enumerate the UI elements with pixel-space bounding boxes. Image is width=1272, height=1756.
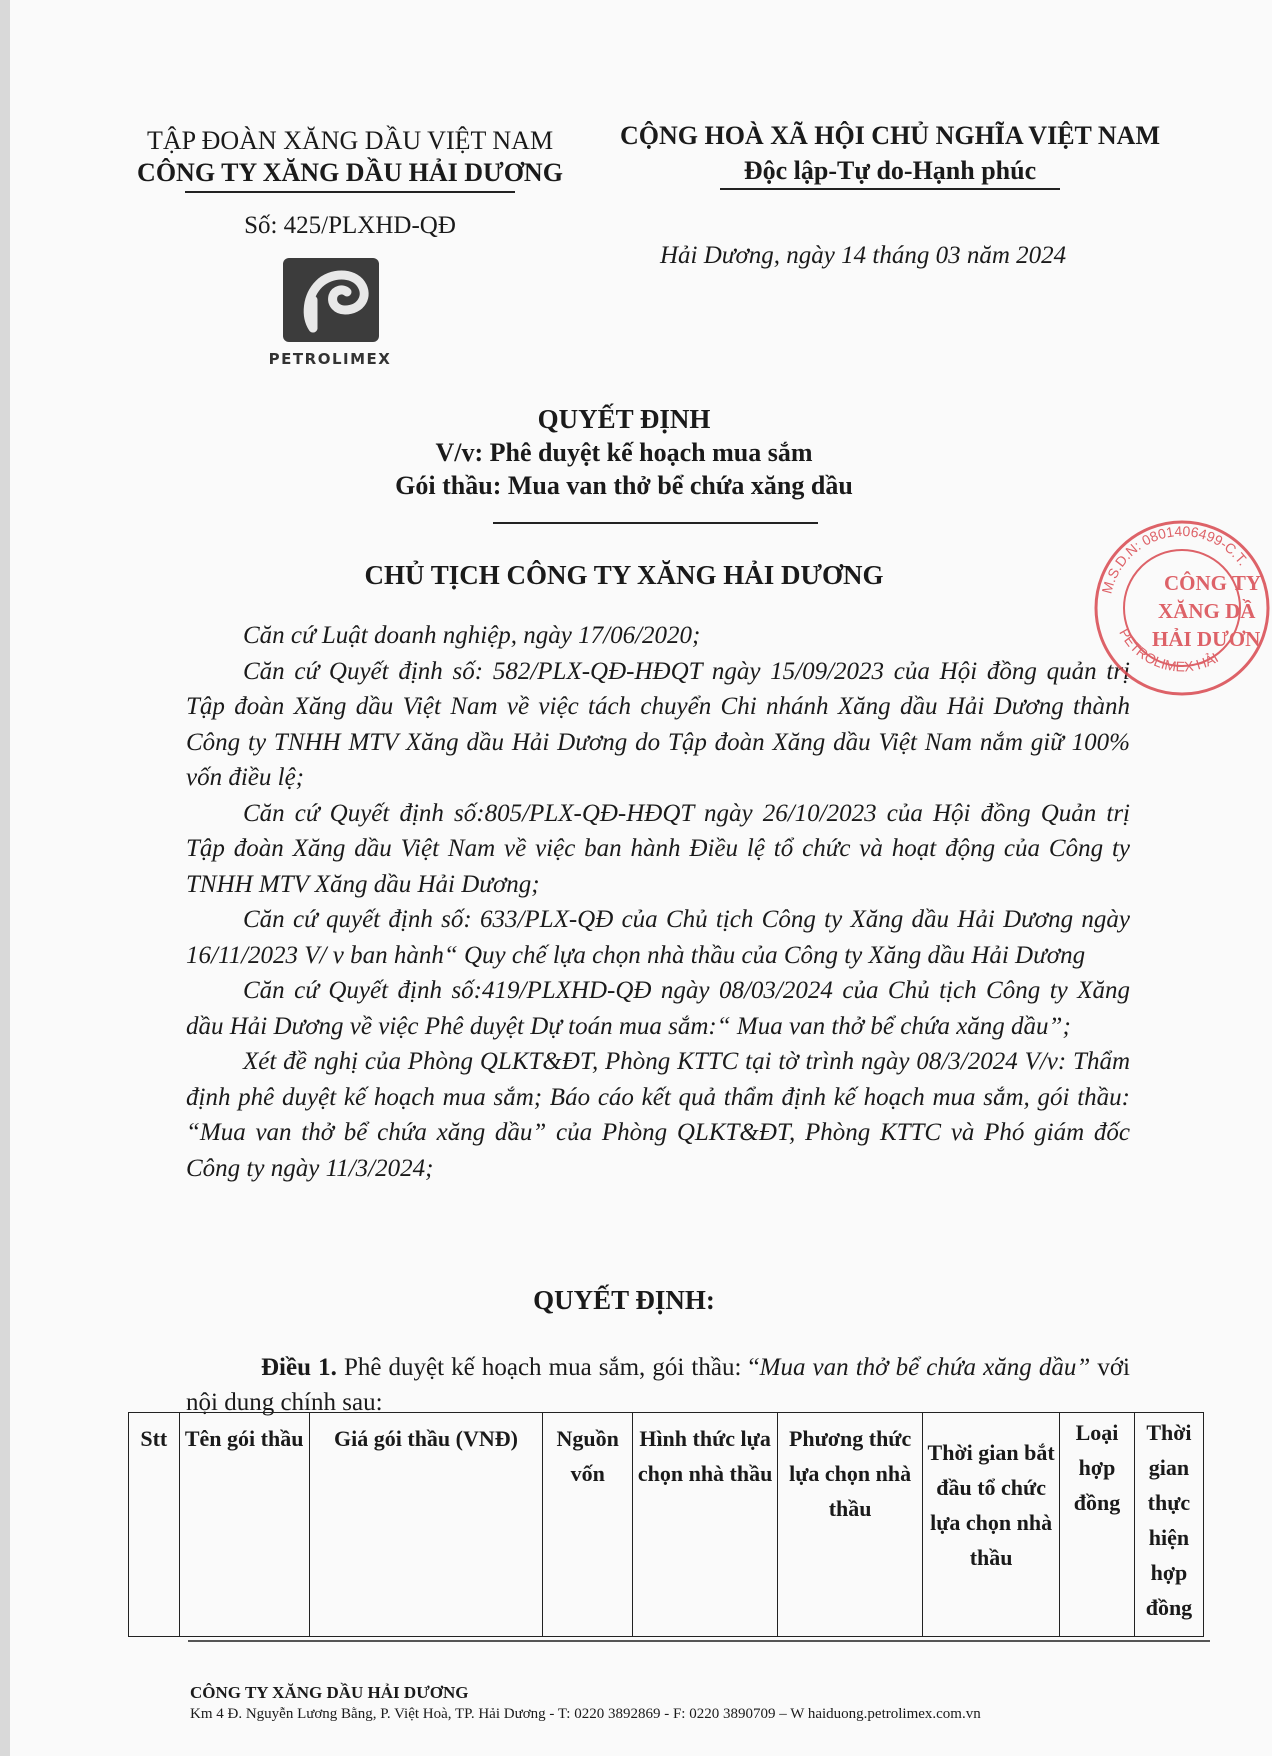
procurement-plan-table — [128, 1412, 1204, 1637]
article-1 — [186, 1350, 1130, 1420]
company-seal-stamp — [1092, 518, 1272, 698]
basis-paragraph: Xét đề nghị của Phòng QLKT&ĐT, Phòng KTTC tại tờ trình ngày 08/3/2024 V/v: Thẩm định phê duyệt kế hoạch mua sắm; Báo cáo kết quả thẩm định kế hoạch mua sắm, gói thầu: “Mua van thở bể chứa xăng dầu” của Phòng QLKT&ĐT, Phòng KTTC và Phó giám đốc Công ty ngày 11/3/2024; — [186, 1048, 1130, 1182]
decision-heading: QUYẾT ĐỊNH: — [533, 1285, 715, 1315]
column-header: Hình thức lựa chọn nhà thầu — [633, 1413, 778, 1637]
column-header: Stt — [129, 1413, 180, 1637]
basis-paragraph: Căn cứ Luật doanh nghiệp, ngày 17/06/2020; — [243, 622, 701, 649]
national-motto: Độc lập-Tự do-Hạnh phúc — [743, 156, 1037, 185]
article-package-name: Mua van thở bể chứa xăng dầu” — [759, 1354, 1091, 1381]
petrolimex-logo — [283, 258, 379, 342]
column-header: Thời gian thực hiện hợp đồng — [1134, 1413, 1203, 1637]
republic-name: CỘNG HOÀ XÃ HỘI CHỦ NGHĨA VIỆT NAM — [619, 121, 1161, 150]
petrolimex-mark-icon — [283, 258, 379, 342]
group-name: TẬP ĐOÀN XĂNG DẦU VIỆT NAM — [146, 126, 554, 155]
title-main: QUYẾT ĐỊNH — [537, 404, 711, 434]
footer-company: CÔNG TY XĂNG DẦU HẢI DƯƠNG — [190, 1683, 469, 1702]
national-header — [600, 118, 1180, 190]
title-subject: V/v: Phê duyệt kế hoạch mua sắm — [435, 438, 813, 467]
basis-paragraph: Căn cứ Quyết định số: 582/PLX-QĐ-HĐQT ngày 15/09/2023 của Hội đồng quản trị Tập đoàn Xăng dầu Việt Nam về việc tách chuyển Chi nhánh Xăng dầu Hải Dương thành Công ty TNHH MTV Xăng dầu Hải Dương do Tập đoàn Xăng dầu Việt Nam nắm giữ 100% vốn điều lệ; — [186, 657, 1130, 791]
company-underline — [185, 191, 515, 193]
column-header: Tên gói thầu — [179, 1413, 309, 1637]
column-header: Thời gian bắt đầu tổ chức lựa chọn nhà thầu — [923, 1413, 1060, 1637]
column-header: Loại hợp đồng — [1060, 1413, 1135, 1637]
article-1-text — [186, 1350, 1130, 1420]
footer-divider — [188, 1640, 1210, 1642]
table-header-row — [129, 1413, 1204, 1637]
document-number: Số: 425/PLXHD-QĐ — [244, 212, 456, 239]
article-label: Điều 1. — [261, 1354, 337, 1381]
seal-center-line: CÔNG TY — [1164, 571, 1262, 595]
basis-paragraph: Căn cứ Quyết định số:805/PLX-QĐ-HĐQT ngày 26/10/2023 của Hội đồng Quản trị Tập đoàn Xăng dầu Việt Nam về việc ban hành Điều lệ tổ chức và hoạt động của Công ty TNHH MTV Xăng dầu Hải Dương; — [186, 799, 1130, 898]
seal-ring-bottom: PETROLIMEX HẢI — [1116, 625, 1221, 675]
motto-underline — [720, 188, 1060, 190]
title-underline — [493, 522, 818, 524]
legal-bases — [186, 618, 1130, 1186]
decision-title — [0, 402, 1248, 502]
article-text-b: với nội dung chính sau: — [186, 1354, 1130, 1416]
column-header: Phương thức lựa chọn nhà thầu — [778, 1413, 923, 1637]
issue-date: Hải Dương, ngày 14 tháng 03 năm 2024 — [660, 242, 1067, 269]
page-edge — [0, 0, 10, 1756]
article-text-a: Phê duyệt kế hoạch mua sắm, gói thầu: “ — [336, 1354, 760, 1381]
basis-paragraph: Căn cứ quyết định số: 633/PLX-QĐ của Chủ tịch Công ty Xăng dầu Hải Dương ngày 16/11/2023 V/ v ban hành“ Quy chế lựa chọn nhà thầu của Công ty Xăng dầu Hải Dương — [186, 906, 1130, 969]
column-header: Giá gói thầu (VNĐ) — [309, 1413, 543, 1637]
footer-contact: Km 4 Đ. Nguyễn Lương Bằng, P. Việt Hoà, TP. Hải Dương - T: 0220 3892869 - F: 0220 3890709 – W haiduong.petrolimex.com.vn — [190, 1706, 981, 1722]
title-package: Gói thầu: Mua van thở bể chứa xăng dầu — [395, 471, 853, 500]
basis-paragraph: Căn cứ Quyết định số:419/PLXHD-QĐ ngày 08/03/2024 của Chủ tịch Công ty Xăng dầu Hải Dương về việc Phê duyệt Dự toán mua sắm:“ Mua van thở bể chứa xăng dầu”; — [186, 977, 1130, 1040]
seal-ring-text: M.S.D.N: 0801406499-C.T. — [1098, 522, 1252, 596]
seal-center-line: HẢI DƯƠN — [1152, 627, 1261, 651]
issuer-title: CHỦ TỊCH CÔNG TY XĂNG HẢI DƯƠNG — [364, 560, 884, 590]
seal-center-line: XĂNG DẦ — [1158, 599, 1256, 623]
logo-wordmark: PETROLIMEX — [268, 350, 392, 368]
company-name: CÔNG TY XĂNG DẦU HẢI DƯƠNG — [137, 158, 563, 187]
issuing-organization — [110, 125, 590, 193]
column-header: Nguồn vốn — [543, 1413, 633, 1637]
